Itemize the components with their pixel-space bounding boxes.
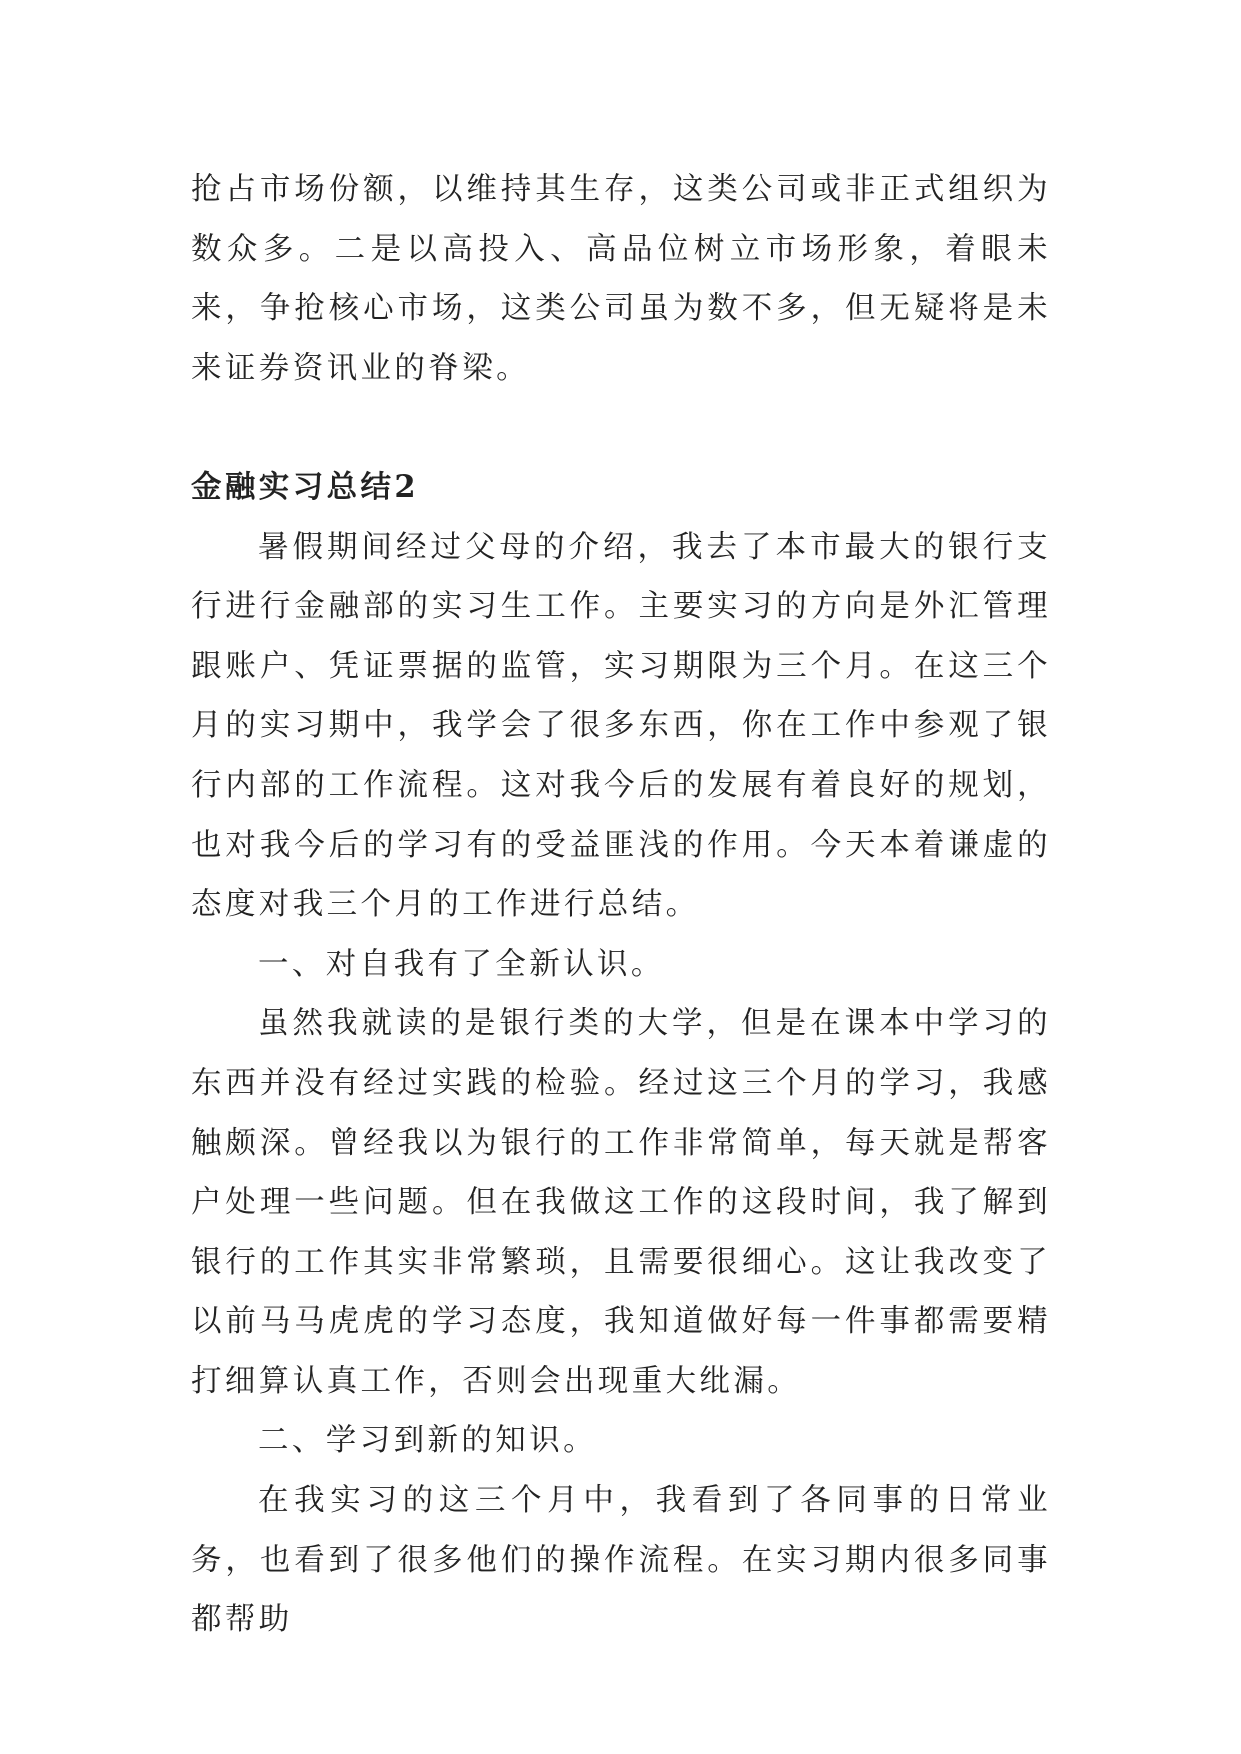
document-body xyxy=(191,160,1051,1650)
intro-paragraph: 抢占市场份额，以维持其生存，这类公司或非正式组织为数众多。二是以高投入、高品位树立市场形象，着眼未来，争抢核心市场，这类公司虽为数不多，但无疑将是未来证券资讯业的脊梁。 xyxy=(191,172,1051,386)
section-title: 金融实习总结2 xyxy=(191,468,420,505)
body-paragraph: 虽然我就读的是银行类的大学，但是在课本中学习的东西并没有经过实践的检验。经过这三个月的学习，我感触颇深。曾经我以为银行的工作非常简单，每天就是帮客户处理一些问题。但在我做这工作的这段时间，我了解到银行的工作其实非常繁琐，且需要很细心。这让我改变了以前马马虎虎的学习态度，我知道做好每一件事都需要精打细算认真工作，否则会出现重大纰漏。 xyxy=(191,1006,1051,1399)
subheading-new-knowledge: 二、学习到新的知识。 xyxy=(258,1423,597,1459)
subheading-self-awareness: 一、对自我有了全新认识。 xyxy=(258,946,665,982)
body-paragraph: 暑假期间经过父母的介绍，我去了本市最大的银行支行进行金融部的实习生工作。主要实习的方向是外汇管理跟账户、凭证票据的监管，实习期限为三个月。在这三个月的实习期中，我学会了很多东西，你在工作中参观了银行内部的工作流程。这对我今后的发展有着良好的规划，也对我今后的学习有的受益匪浅的作用。今天本着谦虚的态度对我三个月的工作进行总结。 xyxy=(191,529,1051,923)
body-paragraph: 在我实习的这三个月中，我看到了各同事的日常业务，也看到了很多他们的操作流程。在实习期内很多同事都帮助 xyxy=(191,1483,1051,1638)
